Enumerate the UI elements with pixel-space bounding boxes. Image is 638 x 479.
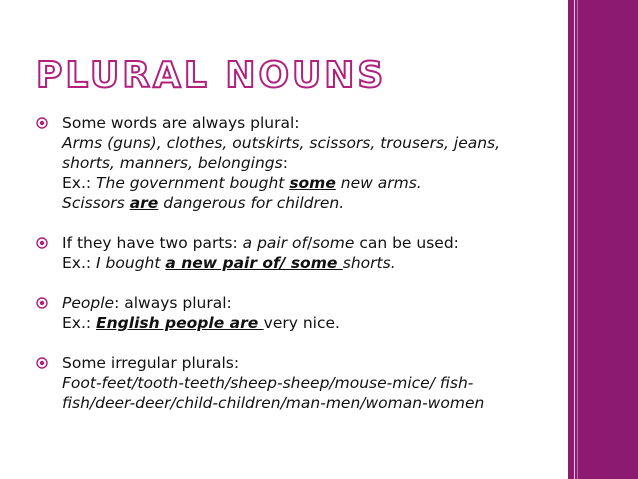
slide-title: PLURAL NOUNS [36, 55, 387, 96]
decorative-sidebar [568, 0, 638, 479]
target-bullet-icon [36, 297, 48, 309]
bullet-item [36, 353, 556, 373]
sidebar-stripe [577, 0, 578, 479]
sidebar-stripe [574, 0, 575, 479]
bullet-heading [62, 293, 556, 313]
text-run: / [306, 234, 313, 252]
text-run: English people are [96, 314, 264, 332]
text-run: very nice. [263, 314, 340, 332]
bullet-subline [36, 393, 556, 413]
text-run: Ex.: [62, 174, 97, 192]
text-run: Ex.: [62, 254, 97, 272]
bullet-subline [36, 133, 556, 153]
text-run: Foot-feet/tooth-teeth/sheep-sheep/mouse-mice/ fish- [62, 374, 474, 392]
spacer [36, 273, 556, 293]
bullet-heading: Some irregular plurals: [62, 354, 240, 372]
text-run: : always plural: [114, 294, 232, 312]
spacer [36, 333, 556, 353]
target-bullet-icon [36, 117, 48, 129]
slide-content [36, 113, 556, 413]
bullet-item [36, 233, 556, 253]
text-run: shorts, manners, belongings [62, 154, 283, 172]
bullet-subline [36, 153, 556, 173]
bullet-subline [36, 193, 556, 213]
text-run: Ex.: [62, 314, 97, 332]
text-run: can be used: [354, 234, 459, 252]
text-run: shorts. [342, 254, 396, 272]
spacer [36, 213, 556, 233]
target-bullet-icon [36, 357, 48, 369]
bullet-heading [62, 233, 556, 253]
text-run: are [129, 194, 159, 212]
text-run: The government bought [96, 174, 290, 192]
bullet-subline [36, 173, 556, 193]
text-run: Scissors [62, 194, 130, 212]
text-run: fish/deer-deer/child-children/man-men/woman-women [62, 394, 485, 412]
text-run: some [289, 174, 336, 192]
text-run: a pair of [242, 234, 307, 252]
bullet-subline [36, 373, 556, 393]
text-run: : [282, 154, 288, 172]
target-bullet-icon [36, 237, 48, 249]
bullet-item [36, 113, 556, 133]
bullet-subline [36, 253, 556, 273]
text-run: Arms (guns), clothes, outskirts, scissors, trousers, jeans, [62, 134, 501, 152]
text-run: some [312, 234, 355, 252]
bullet-item [36, 293, 556, 313]
text-run: new arms. [335, 174, 422, 192]
text-run: People [62, 294, 115, 312]
bullet-heading: Some words are always plural: [62, 114, 300, 132]
text-run: dangerous for children. [158, 194, 345, 212]
text-run: a new pair of/ some [165, 254, 343, 272]
text-run: I bought [96, 254, 166, 272]
text-run: If they have two parts: [62, 234, 243, 252]
bullet-subline [36, 313, 556, 333]
